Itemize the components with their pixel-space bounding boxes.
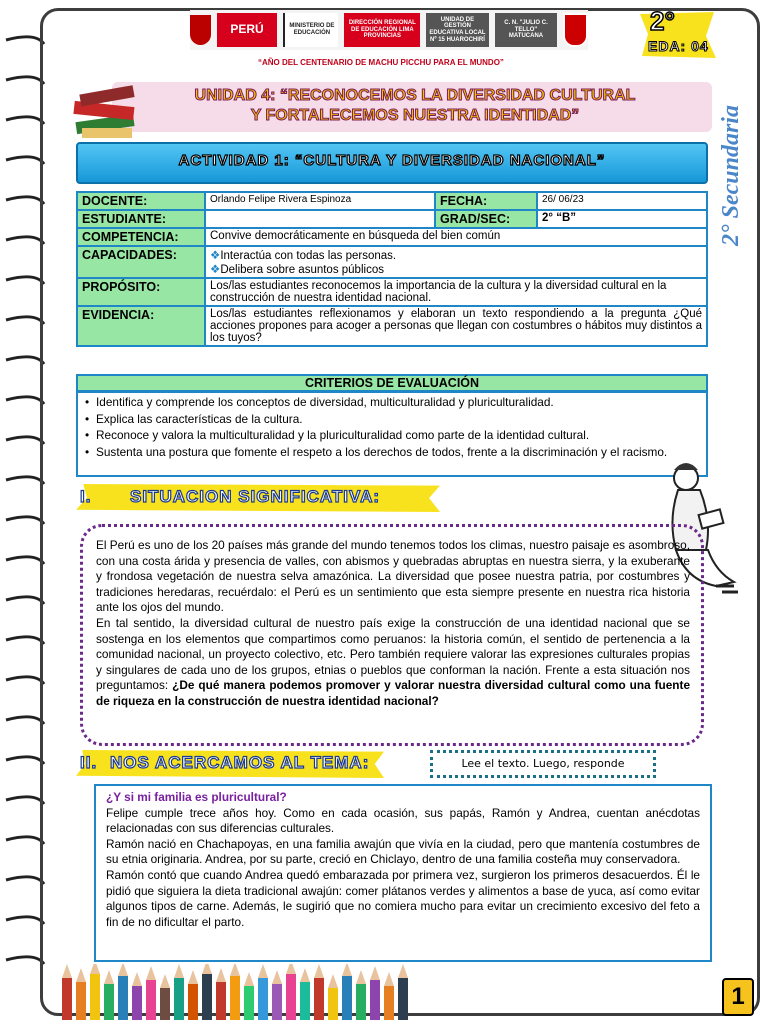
unit-title	[130, 86, 700, 126]
criteria-item: • Explica las características de la cultura.	[96, 411, 700, 428]
reading-instruction: Lee el texto. Luego, responde	[430, 750, 656, 778]
competencia-value: Convive democráticamente en búsqueda del bien común	[205, 228, 707, 246]
school-logo: C. N. "JULIO C. TELLO" MATUCANA	[495, 13, 558, 47]
proposito-label: PROPÓSITO:	[77, 278, 205, 306]
vertical-grade-label	[708, 78, 748, 248]
evidencia-value: Los/las estudiantes reflexionamos y elaboran un texto respondiendo a la pregunta ¿Qué acciones propones para acoger a personas que llegan con costumbres o hábitos muy distintos a los tuyos?	[205, 306, 707, 346]
year-motto: “AÑO DEL CENTENARIO DE MACHU PICCHU PARA EL MUNDO”	[258, 58, 504, 67]
svg-text:2° Secundaria: 2° Secundaria	[718, 105, 744, 246]
school-shield-icon	[563, 13, 588, 47]
proposito-value: Los/las estudiantes reconocemos la importancia de la cultura y la diversidad cultural en la construcción de nuestra identidad nacional.	[205, 278, 707, 306]
situation-text	[96, 538, 690, 710]
peru-shield-icon	[190, 15, 211, 45]
unit-title-line2: Y FORTALECEMOS NUESTRA IDENTIDAD”	[250, 107, 580, 124]
unit-title-line1: UNIDAD 4: “RECONOCEMOS LA DIVERSIDAD CULTURAL	[194, 87, 636, 104]
colored-pencils-icon	[62, 964, 582, 1020]
activity-title: ACTIVIDAD 1: “CULTURA Y DIVERSIDAD NACIONAL”	[178, 152, 606, 169]
gradsec-value: 2° “B”	[537, 210, 707, 228]
criteria-header: CRITERIOS DE EVALUACIÓN	[76, 374, 708, 392]
situation-question: ¿De qué manera podemos promover y valorar nuestra diversidad cultural como una fuente de riqueza en la construcción de nuestra identidad nacional?	[96, 678, 691, 708]
reading-paragraph-2: Ramón nació en Chachapoyas, en una familia awajún que vivía en la ciudad, pero que mantenía costumbres de su etnia originaria. Andrea, por su parte, creció en Chiclayo, dentro de una familia costeña muy conservadora.	[106, 836, 700, 867]
criteria-list	[76, 391, 708, 477]
situation-paragraph-1: El Perú es uno de los 20 países más grande del mundo tenemos todos los climas, nuestro paisaje es asombroso, con una costa árida y presencia de valles, con abismos y quebradas abruptas en nuestra sierra, y la exuberante y frondosa vegetación de nuestra selva amazónica. La diversidad que posee nuestra patria, por costumbres y tradiciones heredaras, recuérdalo: el Perú es un sentimiento que esta siempre presente en nuestra rica historia ante los ojos del mundo.	[96, 538, 690, 615]
dre-logo: DIRECCIÓN REGIONAL DE EDUCACIÓN LIMA PROVINCIAS	[344, 13, 420, 47]
capacidad-item: ❖Delibera sobre asuntos públicos	[210, 264, 384, 276]
reading-paragraph-3: Ramón contó que cuando Andrea quedó embarazada por primera vez, surgieron los primeros desacuerdos. Él le pidió que siguiera la dieta tradicional awajún: comer plátanos verdes y alimentos a base de yuca, así como evitar algunos tipos de carne. Además, le sugirió que no comiera mucho para evitar un crecimiento excesivo del feto a fin de no dificultar el parto.	[106, 867, 700, 929]
section1-title: SITUACION SIGNIFICATIVA:	[130, 487, 381, 506]
capacidades-value	[205, 246, 707, 278]
section2-title: NOS ACERCAMOS AL TEMA:	[110, 753, 370, 772]
diamond-bullet-icon: ❖	[210, 250, 221, 262]
info-table	[76, 191, 708, 347]
evidencia-label: EVIDENCIA:	[77, 306, 205, 346]
capacidades-label: CAPACIDADES:	[77, 246, 205, 278]
docente-label: DOCENTE:	[77, 192, 205, 210]
section1-number: I.	[80, 487, 92, 506]
criteria-item: • Reconoce y valora la multiculturalidad y la pluriculturalidad como parte de la identidad cultural.	[96, 427, 700, 444]
criteria-item: • Identifica y comprende los conceptos de diversidad, multiculturalidad y pluriculturalidad.	[96, 394, 700, 411]
capacidad-item: ❖Interactúa con todas las personas.	[210, 250, 397, 262]
reading-paragraph-1: Felipe cumple trece años hoy. Como en cada ocasión, sus papás, Ramón y Andrea, cuentan anécdotas relacionadas con sus diferencias culturales.	[106, 805, 700, 836]
fecha-label: FECHA:	[435, 192, 537, 210]
institution-logos	[190, 10, 588, 50]
eda-label: EDA: 04	[648, 38, 709, 54]
fecha-value: 26/ 06/23	[537, 192, 707, 210]
diamond-bullet-icon: ❖	[210, 264, 221, 276]
estudiante-label: ESTUDIANTE:	[77, 210, 205, 228]
docente-value: Orlando Felipe Rivera Espinoza	[205, 192, 435, 210]
gradsec-label: GRAD/SEC:	[435, 210, 537, 228]
ugel-logo: UNIDAD DE GESTIÓN EDUCATIVA LOCAL Nº 15 HUAROCHIRÍ	[426, 13, 489, 47]
situation-paragraph-2: En tal sentido, la diversidad cultural de nuestro país exige la construcción de una identidad nacional que se sostenga en los elementos que compartimos como peruanos: la historia común, el sentido de pertenencia a la comunidad nacional, un proyecto colectivo, etc. Pero también requiere valorar las expresiones culturales propias y singulares de cada uno de los grupos, etnias o pueblos que conforman la nación. Frente a esta situación nos preguntamos: ¿De qué manera podemos promover y valorar nuestra diversidad cultural como una fuente de riqueza en la construcción de nuestra identidad nacional?	[96, 615, 691, 708]
ministry-logo: MINISTERIO DE EDUCACIÓN	[283, 13, 338, 47]
competencia-label: COMPETENCIA:	[77, 228, 205, 246]
estudiante-field[interactable]	[205, 210, 435, 228]
grade-label: 2°	[650, 6, 675, 36]
criteria-item: • Sustenta una postura que fomente el respeto a los derechos de todos, frente a la discriminación y el racismo.	[96, 444, 700, 461]
page-number: 1	[722, 978, 754, 1016]
reading-title: ¿Y si mi familia es pluricultural?	[106, 790, 287, 804]
peru-logo: PERÚ	[217, 13, 278, 47]
reading-box	[94, 784, 712, 962]
section2-number: II.	[80, 753, 98, 772]
